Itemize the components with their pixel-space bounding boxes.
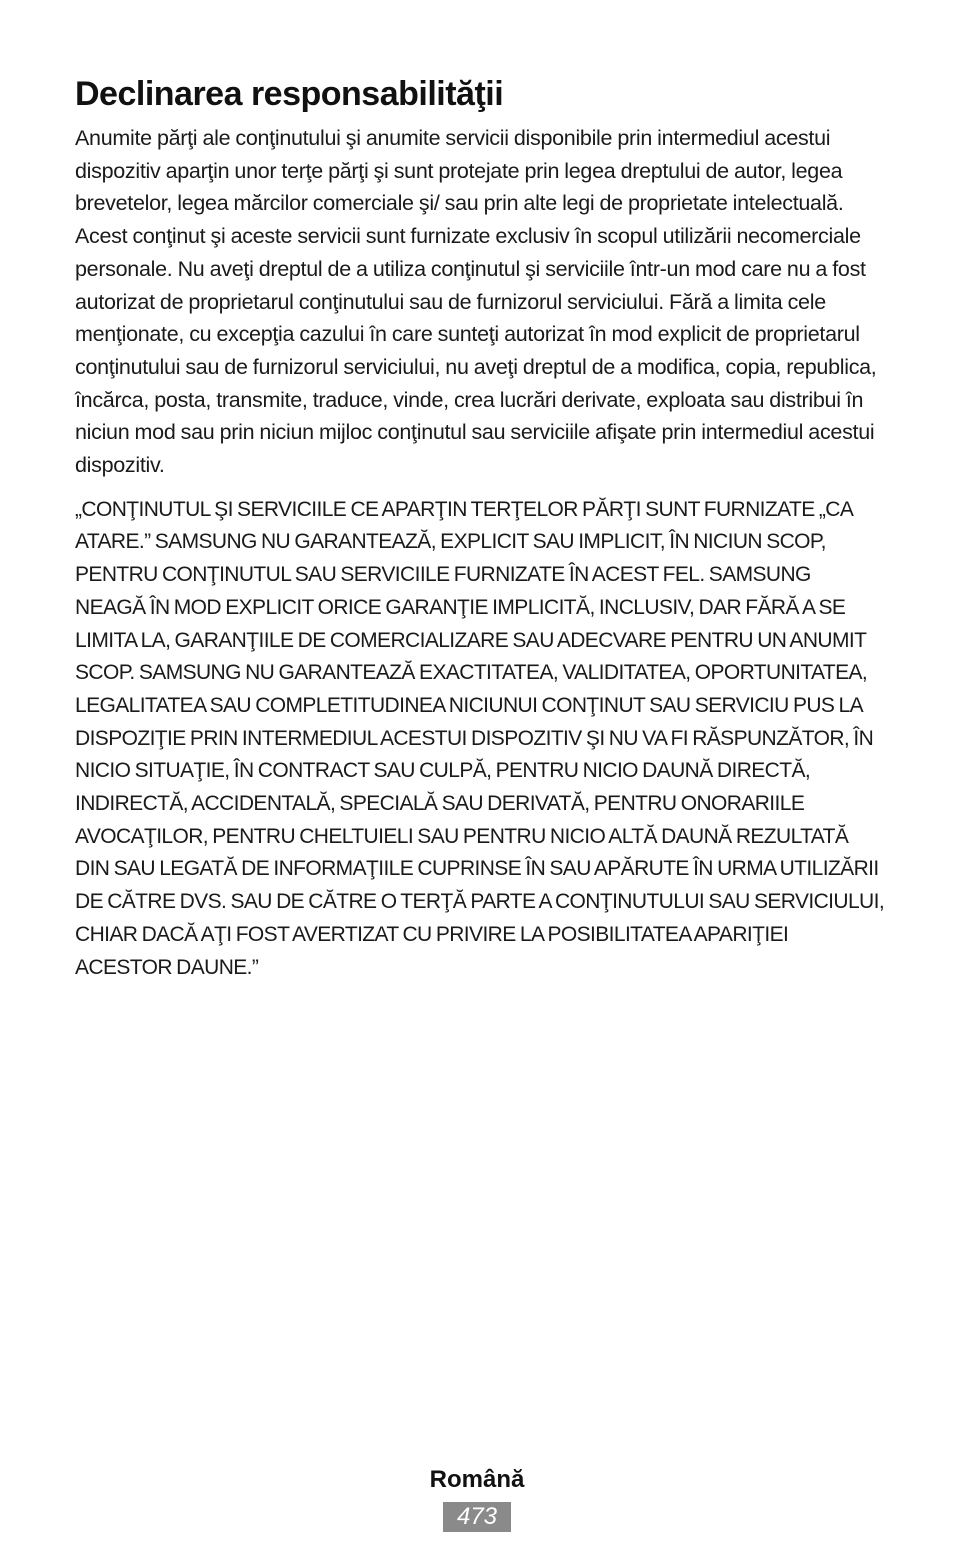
page-number: 473 bbox=[443, 1502, 511, 1532]
page-footer bbox=[0, 1462, 954, 1532]
disclaimer-paragraph-intro: Anumite părţi ale conţinutului şi anumite servicii disponibile prin intermediul acestui dispozitiv aparţin unor terţe părţi şi sunt protejate prin legea dreptului de autor, legea brevetelor, legea mărcilor comerciale şi/ sau prin alte legi de proprietate intelectuală. Acest conţinut şi aceste servicii sunt furnizate exclusiv în scopul utilizării necomerciale personale. Nu aveţi dreptul de a utiliza conţinutul şi serviciile într-un mod care nu a fost autorizat de proprietarul conţinutului sau de furnizorul serviciului. Fără a limita cele menţionate, cu excepţia cazului în care sunteţi autorizat în mod explicit de proprietarul conţinutului sau de furnizorul serviciului, nu aveţi dreptul de a modifica, copia, republica, încărca, posta, transmite, traduce, vinde, crea lucrări derivate, exploata sau distribui în niciun mod sau prin niciun mijloc conţinutul sau serviciile afişate prin intermediul acestui dispozitiv. bbox=[75, 126, 877, 478]
page-title: Declinarea responsabilităţii bbox=[75, 75, 504, 113]
disclaimer-paragraph-warranty: „CONŢINUTUL ŞI SERVICIILE CE APARŢIN TERŢELOR PĂRŢI SUNT FURNIZATE „CA ATARE.” SAMSUNG NU GARANTEAZĂ, EXPLICIT SAU IMPLICIT, ÎN NICIUN SCOP, PENTRU CONŢINUTUL SAU SERVICIILE FURNIZATE ÎN ACEST FEL. SAMSUNG NEAGĂ ÎN MOD EXPLICIT ORICE GARANŢIE IMPLICITĂ, INCLUSIV, DAR FĂRĂ A SE LIMITA LA, GARANŢIILE DE COMERCIALIZARE SAU ADECVARE PENTRU UN ANUMIT SCOP. SAMSUNG NU GARANTEAZĂ EXACTITATEA, VALIDITATEA, OPORTUNITATEA, LEGALITATEA SAU COMPLETITUDINEA NICIUNUI CONŢINUT SAU SERVICIU PUS LA DISPOZIŢIE PRIN INTERMEDIUL ACESTUI DISPOZITIV ŞI NU VA FI RĂSPUNZĂTOR, ÎN NICIO SITUAŢIE, ÎN CONTRACT SAU CULPĂ, PENTRU NICIO DAUNĂ DIRECTĂ, INDIRECTĂ, ACCIDENTALĂ, SPECIALĂ SAU DERIVATĂ, PENTRU ONORARIILE AVOCAŢILOR, PENTRU CHELTUIELI SAU PENTRU NICIO ALTĂ DAUNĂ REZULTATĂ DIN SAU LEGATĂ DE INFORMAŢIILE CUPRINSE ÎN SAU APĂRUTE ÎN URMA UTILIZĂRII DE CĂTRE DVS. SAU DE CĂTRE O TERŢĂ PARTE A CONŢINUTULUI SAU SERVICIULUI, CHIAR DACĂ AŢI FOST AVERTIZAT CU PRIVIRE LA POSIBILITATEA APARIŢIEI ACESTOR DAUNE.” bbox=[75, 497, 885, 979]
footer-language: Română bbox=[429, 1466, 525, 1493]
document-body bbox=[75, 72, 885, 984]
